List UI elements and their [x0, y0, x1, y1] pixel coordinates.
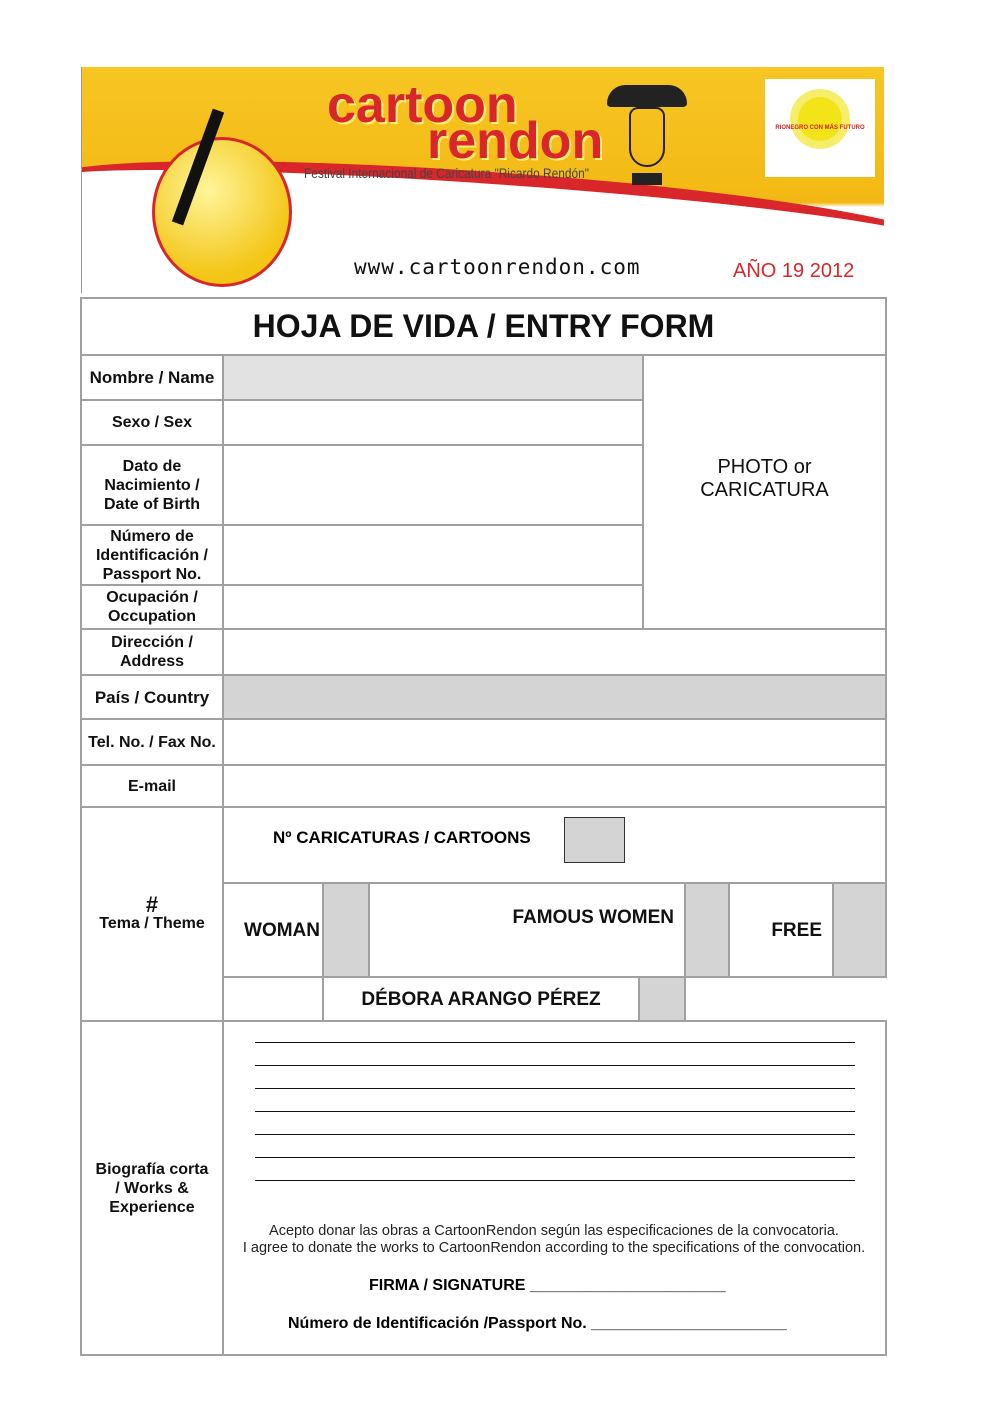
photo-box[interactable]	[642, 354, 887, 630]
bio-area[interactable]	[222, 1020, 887, 1356]
theme-debora: DÉBORA ARANGO PÉREZ	[322, 976, 640, 1022]
tel-field[interactable]	[222, 718, 887, 766]
theme-free: FREE	[728, 882, 834, 978]
theme-woman-checkbox[interactable]	[322, 882, 370, 978]
num-cartoons-label: Nº CARICATURAS / CARTOONS	[273, 828, 531, 847]
label-country: País / Country	[80, 674, 224, 720]
bio-line[interactable]	[255, 1157, 855, 1158]
sex-field[interactable]	[222, 399, 644, 446]
country-field[interactable]	[222, 674, 887, 720]
photo-label: PHOTO or CARICATURA	[700, 456, 829, 501]
smiley-pen-logo	[152, 137, 292, 287]
label-id: Número de Identificación / Passport No.	[80, 524, 224, 586]
address-field[interactable]	[222, 628, 887, 676]
label-bio: Biografía corta / Works & Experience	[80, 1020, 224, 1356]
signature-field[interactable]: FIRMA / SIGNATURE ______________________	[369, 1277, 726, 1294]
occupation-field[interactable]	[222, 584, 644, 630]
email-field[interactable]	[222, 764, 887, 808]
label-tel: Tel. No. / Fax No.	[80, 718, 224, 766]
theme-hash: #	[145, 892, 159, 917]
banner	[81, 67, 884, 293]
consent-english: I agree to donate the works to CartoonRendon according to the specifications of the convocation.	[242, 1240, 866, 1256]
id-field[interactable]	[222, 524, 644, 586]
consent-spanish: Acepto donar las obras a CartoonRendon según las especificaciones de la convocatoria.	[269, 1223, 839, 1239]
website-url[interactable]: www.cartoonrendon.com	[354, 255, 641, 279]
theme-famous-women: FAMOUS WOMEN	[368, 882, 686, 978]
sponsor-text: RIONEGRO CON MÁS FUTURO	[775, 125, 865, 131]
bio-line[interactable]	[255, 1134, 855, 1135]
passport-signature-field[interactable]: Número de Identificación /Passport No. ______________________	[288, 1315, 787, 1332]
num-cartoons-field[interactable]	[564, 817, 625, 863]
bio-line[interactable]	[255, 1042, 855, 1043]
label-sex: Sexo / Sex	[80, 399, 224, 446]
theme-blank-cell	[222, 976, 324, 1022]
sponsor-logo	[765, 79, 875, 177]
theme-woman: WOMAN	[222, 882, 324, 978]
bio-line[interactable]	[255, 1088, 855, 1089]
label-theme	[80, 806, 224, 1022]
edition-year: AÑO 19 2012	[733, 260, 855, 282]
theme-label: Tema / Theme	[99, 915, 205, 932]
label-address: Dirección / Address	[80, 628, 224, 676]
dob-field[interactable]	[222, 444, 644, 526]
theme-free-checkbox[interactable]	[832, 882, 887, 978]
logo-cartoon: cartoon	[327, 76, 518, 134]
caricature-figure	[607, 85, 687, 225]
label-dob: Dato de Nacimiento / Date of Birth	[80, 444, 224, 526]
name-field[interactable]	[222, 354, 644, 401]
form-title: HOJA DE VIDA / ENTRY FORM	[80, 297, 887, 356]
label-name: Nombre / Name	[80, 354, 224, 401]
bio-line[interactable]	[255, 1111, 855, 1112]
sun-icon	[798, 97, 842, 141]
bio-line[interactable]	[255, 1180, 855, 1181]
bio-line[interactable]	[255, 1065, 855, 1066]
theme-famous-women-checkbox[interactable]	[684, 882, 730, 978]
festival-subtitle: Festival Internacional de Caricatura "Ricardo Rendón"	[304, 165, 589, 181]
theme-debora-checkbox[interactable]	[638, 976, 686, 1022]
logo-rendon: rendon	[427, 112, 604, 170]
label-email: E-mail	[80, 764, 224, 808]
label-occupation: Ocupación / Occupation	[80, 584, 224, 630]
